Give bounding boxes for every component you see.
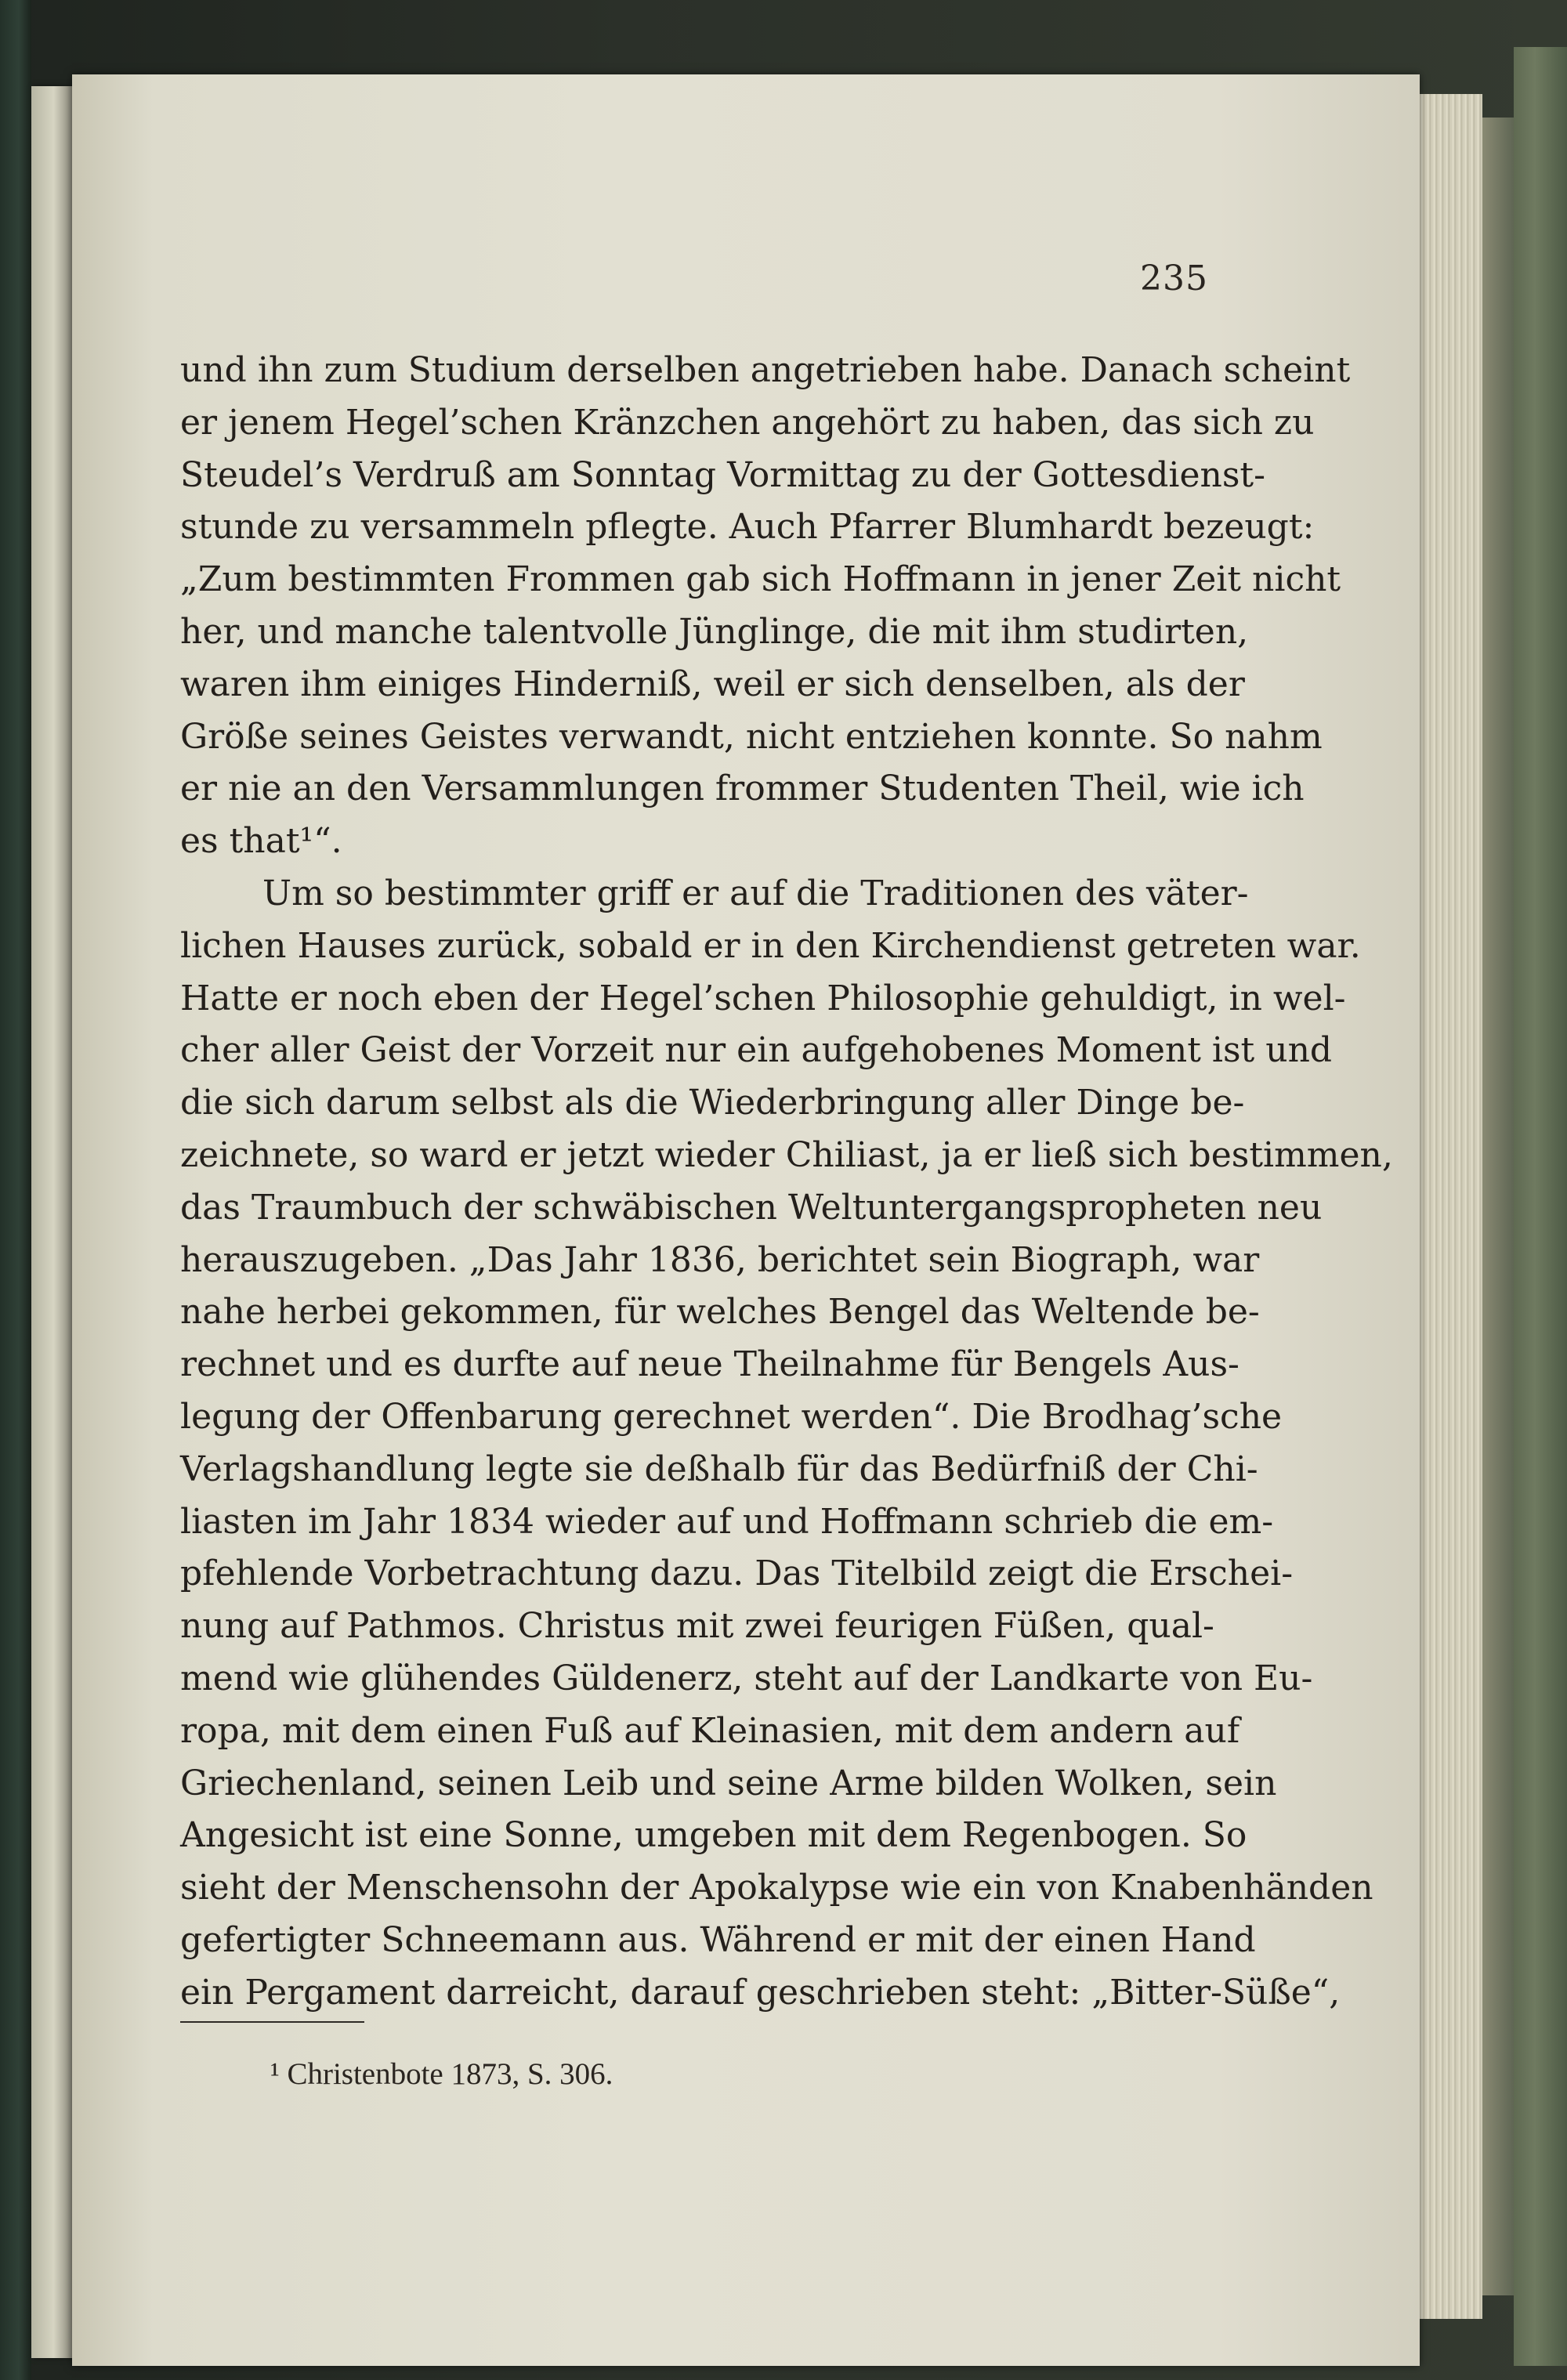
text-line: nung auf Pathmos. Christus mit zwei feurigen Füßen, qual- [180, 1606, 1214, 1647]
text-line: waren ihm einiges Hinderniß, weil er sich denselben, als der [180, 664, 1245, 704]
text-line: Größe seines Geistes verwandt, nicht entziehen konnte. So nahm [180, 716, 1323, 757]
text-line: und ihn zum Studium derselben angetrieben habe. Danach scheint [180, 350, 1351, 390]
text-line: legung der Offenbarung gerechnet werden“. Die Brodhag’sche [180, 1396, 1283, 1437]
left-page-edge [31, 86, 72, 2358]
right-book-cover [1514, 47, 1567, 2366]
footnote-rule [180, 2021, 364, 2023]
text-line: ropa, mit dem einen Fuß auf Kleinasien, mit dem andern auf [180, 1710, 1240, 1751]
text-line: er jenem Hegel’schen Kränzchen angehört zu haben, das sich zu [180, 402, 1315, 443]
text-line: lichen Hauses zurück, sobald er in den Kirchendienst getreten war. [180, 925, 1361, 966]
page-stack-shadow [1482, 118, 1514, 2295]
text-line: Angesicht ist eine Sonne, umgeben mit dem Regenbogen. So [180, 1815, 1247, 1856]
text-line: Um so bestimmter griff er auf die Traditionen des väter- [262, 873, 1249, 913]
text-line: cher aller Geist der Vorzeit nur ein aufgehobenes Moment ist und [180, 1030, 1333, 1071]
text-line: stunde zu versammeln pflegte. Auch Pfarrer Blumhardt bezeugt: [180, 507, 1315, 548]
text-line: Griechenland, seinen Leib und seine Arme bilden Wolken, sein [180, 1763, 1277, 1803]
page-stack-edge [1420, 94, 1482, 2319]
text-line: Verlagshandlung legte sie deßhalb für das Bedürfniß der Chi- [180, 1449, 1258, 1489]
text-line: herauszugeben. „Das Jahr 1836, berichtet sein Biograph, war [180, 1239, 1260, 1280]
footnote: ¹ Christenbote 1873, S. 306. [270, 2057, 613, 2091]
text-line: pfehlende Vorbetrachtung dazu. Das Titelbild zeigt die Erschei- [180, 1554, 1294, 1594]
page-number: 235 [1140, 259, 1208, 298]
text-line: gefertigter Schneemann aus. Während er mit der einen Hand [180, 1919, 1256, 1960]
text-line: „Zum bestimmten Frommen gab sich Hoffmann in jener Zeit nicht [180, 559, 1341, 600]
text-line: liasten im Jahr 1834 wieder auf und Hoffmann schrieb die em- [180, 1501, 1274, 1542]
text-line: ein Pergament darreicht, darauf geschrieben steht: „Bitter-Süße“, [180, 1972, 1341, 2013]
text-line: nahe herbei gekommen, für welches Bengel das Weltende be- [180, 1292, 1260, 1333]
text-line: es that¹“. [180, 821, 342, 862]
body-text [180, 345, 1393, 2020]
left-book-cover [0, 0, 31, 2380]
text-line: das Traumbuch der schwäbischen Weltuntergangspropheten neu [180, 1187, 1323, 1228]
text-line: zeichnete, so ward er jetzt wieder Chiliast, ja er ließ sich bestimmen, [180, 1134, 1393, 1175]
text-line: die sich darum selbst als die Wiederbringung aller Dinge be- [180, 1083, 1245, 1123]
text-line: rechnet und es durfte auf neue Theilnahme für Bengels Aus- [180, 1344, 1239, 1385]
text-line: sieht der Menschensohn der Apokalypse wie ein von Knabenhänden [180, 1868, 1373, 1908]
text-line: Hatte er noch eben der Hegel’schen Philosophie gehuldigt, in wel- [180, 978, 1346, 1018]
text-line: Steudel’s Verdruß am Sonntag Vormittag zu der Gottesdienst- [180, 454, 1265, 495]
text-line: er nie an den Versammlungen frommer Studenten Theil, wie ich [180, 769, 1305, 809]
text-line: her, und manche talentvolle Jünglinge, die mit ihm studirten, [180, 611, 1249, 652]
text-line: mend wie glühendes Güldenerz, steht auf der Landkarte von Eu- [180, 1658, 1313, 1698]
